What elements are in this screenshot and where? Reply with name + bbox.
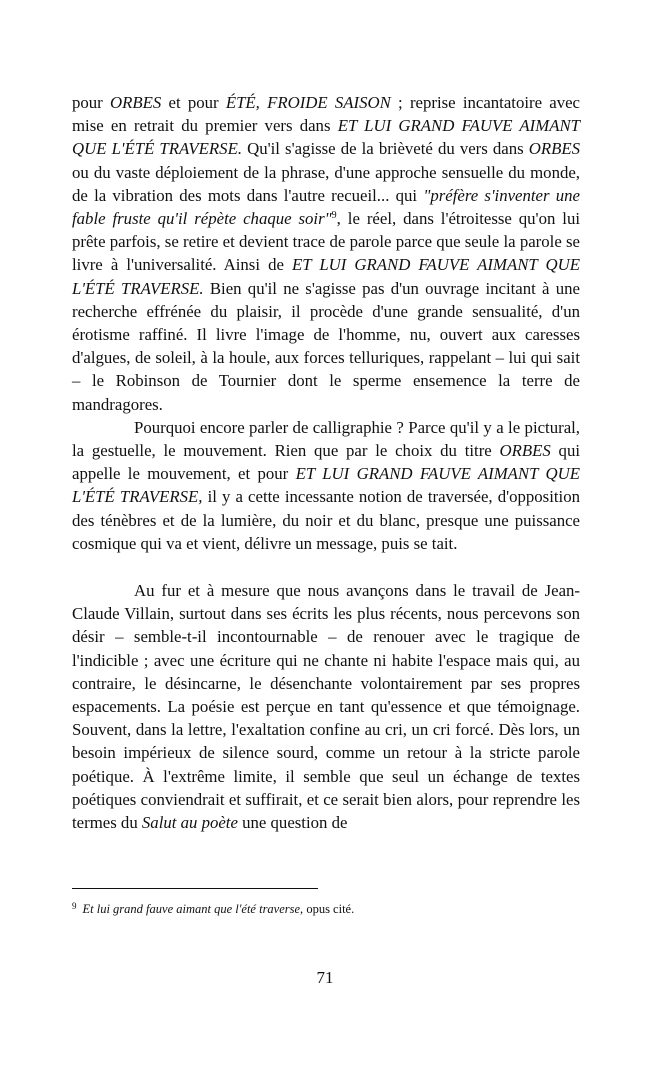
- page-body: [72, 91, 580, 834]
- page-number: 71: [316, 968, 334, 987]
- text-run: , le réel, dans l'étroitesse qu'on lui prête parfois, se retire et devient trace de parole parce que seule la parole se livre à l'universalité. Ainsi de: [72, 209, 581, 275]
- text-run: Qu'il s'agisse de la brièveté du vers dans: [242, 139, 529, 159]
- italic-title: ORBES: [528, 139, 580, 159]
- italic-title: ET LUI GRAND FAUVE AIMANT QUE L'ÉTÉ TRAVERSE.: [72, 255, 580, 298]
- paragraph-1: [72, 91, 580, 416]
- footnote-marker: 9: [72, 901, 77, 911]
- text-run: et pour: [161, 93, 226, 112]
- footnote-title: Et lui grand fauve aimant que l'été traverse,: [82, 902, 304, 916]
- paragraph-2: [72, 416, 580, 555]
- italic-title: ORBES: [110, 93, 162, 112]
- text-run: Bien qu'il ne s'agisse pas d'un ouvrage incitant à une recherche effrénée du plaisir, il procède d'une grande sensualité, d'un érotisme raffiné. Il livre l'image de l'homme, nu, ouvert aux caresses d'algues, de soleil, à la houle, aux forces telluriques, rappelant – lui qui sait – le Robinson de Tournier dont le sperme ensemence la terre de mandragores.: [72, 278, 580, 414]
- footnote-divider: [72, 888, 318, 889]
- text-run: pour: [72, 93, 110, 112]
- footnote: [72, 898, 580, 917]
- italic-title: ÉTÉ, FROIDE SAISON: [225, 93, 391, 112]
- text-run: une question de: [237, 813, 348, 833]
- italic-title: ET LUI GRAND FAUVE AIMANT QUE L'ÉTÉ TRAVERSE,: [72, 464, 580, 507]
- text-run: Au fur et à mesure que nous avançons dans le travail de Jean-Claude Villain, surtout dans ses écrits les plus récents, nous percevons son désir – semble-t-il incontournable – de renouer avec le tragique de l'indicible ; avec une écriture qui ne chante ni habite l'espace mais qui, au contraire, le désincarne, le désenchante volontairement par ses propres espacements. La poésie est perçue en tant qu'essence et que témoignage. Souvent, dans la lettre, l'exaltation confine au cri, un cri forcé. Dès lors, un besoin impérieux de silence sourd, comme un retour à la stricte parole poétique. À l'extrême limite, il semble que seul un échange de textes poétiques conviendrait et suffirait, et ce serait bien alors, pour reprendre les termes du: [72, 581, 580, 833]
- text-run: ; reprise incantatoire avec mise en retrait du premier vers dans: [72, 93, 580, 136]
- footnote-reference[interactable]: 9: [331, 210, 337, 222]
- italic-quote: "préfère s'inventer une fable fruste qu'il répète chaque soir": [72, 185, 580, 229]
- text-run: qui appelle le mouvement, et pour: [72, 441, 580, 484]
- italic-title: ET LUI GRAND FAUVE AIMANT QUE L'ÉTÉ TRAVERSE.: [72, 116, 580, 159]
- text-run: il y a cette incessante notion de traversée, d'opposition des ténèbres et de la lumière, du noir et du blanc, presque une puissance cosmique qui va et vient, délivre un message, puis se tait.: [72, 487, 580, 553]
- footnote-text: opus cité.: [303, 902, 355, 916]
- text-run: Pourquoi encore parler de calligraphie ? Parce qu'il y a le pictural, la gestuelle, le mouvement. Rien que par le choix du titre: [72, 417, 580, 461]
- italic-title: ORBES: [499, 441, 551, 461]
- paragraph-3: [72, 579, 580, 834]
- paragraph-gap: [72, 555, 580, 579]
- italic-title: Salut au poète: [141, 813, 238, 833]
- text-run: ou du vaste déploiement de la phrase, d'une approche sensuelle du monde, de la vibration des mots dans l'autre recueil... qui: [72, 162, 580, 205]
